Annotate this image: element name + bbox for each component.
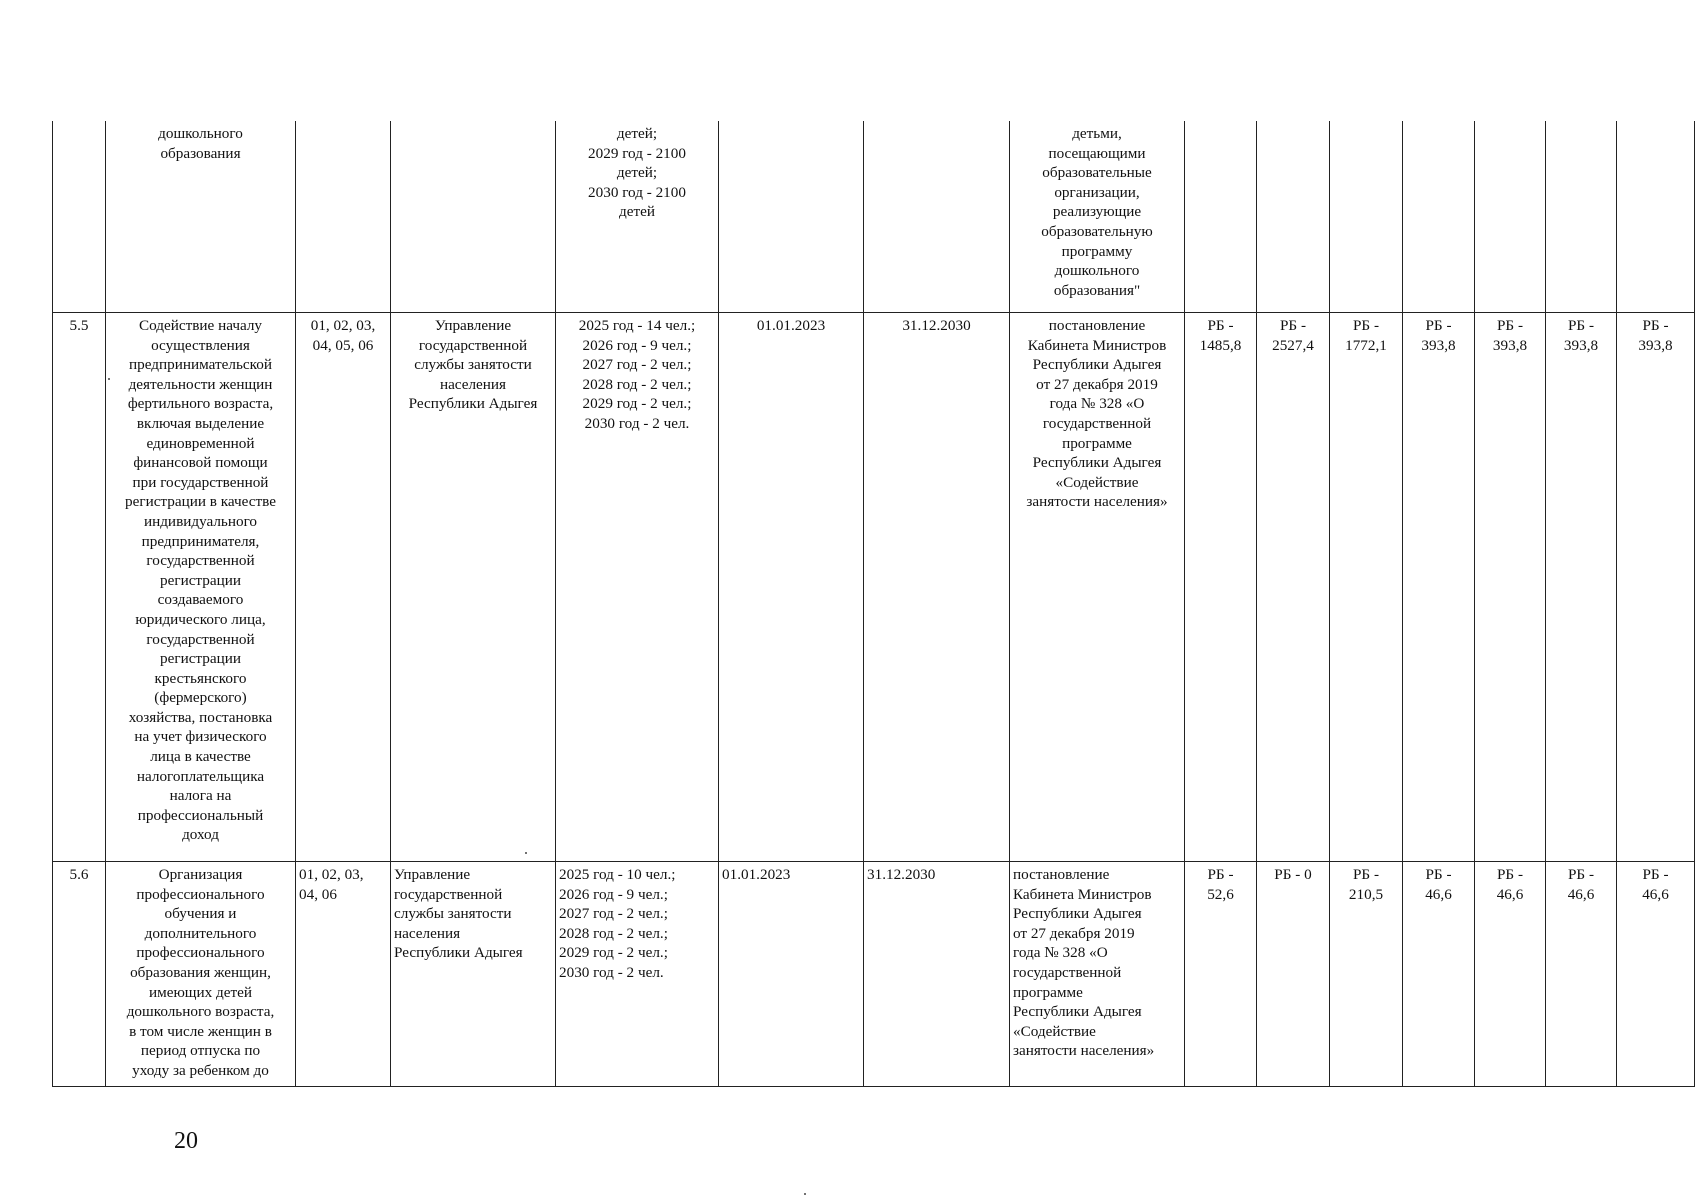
cell-funding-2027: РБ - 393,8	[1403, 313, 1475, 862]
cell-number: 5.5	[53, 313, 106, 862]
cell-funding	[1185, 121, 1257, 313]
cell-funding-2025: РБ - 0	[1257, 862, 1330, 1087]
cell-funding-2028: РБ - 46,6	[1475, 862, 1546, 1087]
cell-measure: Организация профессионального обучения и дополнительного профессионального образования женщин, имеющих детей дошкольного возраста, в том числе женщин в период отпуска по уходу за ребенком до	[106, 862, 296, 1087]
cell-funding-2027: РБ - 46,6	[1403, 862, 1475, 1087]
cell-executor: Управление государственной службы занятости населения Республики Адыгея	[391, 313, 556, 862]
cell-executor: Управление государственной службы занятости населения Республики Адыгея	[391, 862, 556, 1087]
cell-indicators: детей; 2029 год - 2100 детей; 2030 год - 2100 детей	[556, 121, 719, 313]
cell-end-date: 31.12.2030	[864, 313, 1010, 862]
cell-number	[53, 121, 106, 313]
cell-number: 5.6	[53, 862, 106, 1087]
cell-funding-2030: РБ - 46,6	[1617, 862, 1695, 1087]
scan-speck	[108, 378, 110, 380]
program-measures-table	[52, 121, 1695, 1087]
scan-speck	[525, 852, 527, 854]
cell-funding-2028: РБ - 393,8	[1475, 313, 1546, 862]
cell-funding	[1403, 121, 1475, 313]
cell-start-date: 01.01.2023	[719, 313, 864, 862]
cell-measure: Содействие началу осуществления предпринимательской деятельности женщин фертильного возраста, включая выделение единовременной финансовой помощи при государственной регистрации в качестве индивидуального предпринимателя, государственной регистрации создаваемого юридического лица, государственной регистрации крестьянского (фермерского) хозяйства, постановка на учет физического лица в качестве налогоплательщика налога на профессиональный доход	[106, 313, 296, 862]
cell-funding-2026: РБ - 210,5	[1330, 862, 1403, 1087]
cell-basis: детьми, посещающими образовательные организации, реализующие образовательную программу дошкольного образования"	[1010, 121, 1185, 313]
table-row-5-5	[53, 313, 1695, 862]
cell-codes	[296, 121, 391, 313]
cell-measure: дошкольного образования	[106, 121, 296, 313]
cell-basis: постановление Кабинета Министров Республики Адыгея от 27 декабря 2019 года № 328 «О государственной программе Республики Адыгея «Содействие занятости населения»	[1010, 862, 1185, 1087]
table-row-5-6	[53, 862, 1695, 1087]
table-row-continuation	[53, 121, 1695, 313]
cell-funding-2029: РБ - 393,8	[1546, 313, 1617, 862]
cell-end-date	[864, 121, 1010, 313]
cell-funding-2030: РБ - 393,8	[1617, 313, 1695, 862]
scan-speck	[804, 1193, 806, 1195]
cell-start-date: 01.01.2023	[719, 862, 864, 1087]
page-number: 20	[174, 1128, 198, 1154]
cell-funding	[1330, 121, 1403, 313]
cell-funding	[1546, 121, 1617, 313]
cell-indicators: 2025 год - 10 чел.; 2026 год - 9 чел.; 2027 год - 2 чел.; 2028 год - 2 чел.; 2029 год - 2 чел.; 2030 год - 2 чел.	[556, 862, 719, 1087]
cell-executor	[391, 121, 556, 313]
cell-indicators: 2025 год - 14 чел.; 2026 год - 9 чел.; 2027 год - 2 чел.; 2028 год - 2 чел.; 2029 год - 2 чел.; 2030 год - 2 чел.	[556, 313, 719, 862]
cell-codes: 01, 02, 03, 04, 06	[296, 862, 391, 1087]
cell-funding-2029: РБ - 46,6	[1546, 862, 1617, 1087]
cell-codes: 01, 02, 03, 04, 05, 06	[296, 313, 391, 862]
cell-funding-2024: РБ - 1485,8	[1185, 313, 1257, 862]
cell-end-date: 31.12.2030	[864, 862, 1010, 1087]
cell-funding-2025: РБ - 2527,4	[1257, 313, 1330, 862]
cell-funding	[1257, 121, 1330, 313]
cell-funding-2024: РБ - 52,6	[1185, 862, 1257, 1087]
cell-funding	[1475, 121, 1546, 313]
cell-funding-2026: РБ - 1772,1	[1330, 313, 1403, 862]
cell-basis: постановление Кабинета Министров Республики Адыгея от 27 декабря 2019 года № 328 «О государственной программе Республики Адыгея «Содействие занятости населения»	[1010, 313, 1185, 862]
cell-funding	[1617, 121, 1695, 313]
cell-start-date	[719, 121, 864, 313]
